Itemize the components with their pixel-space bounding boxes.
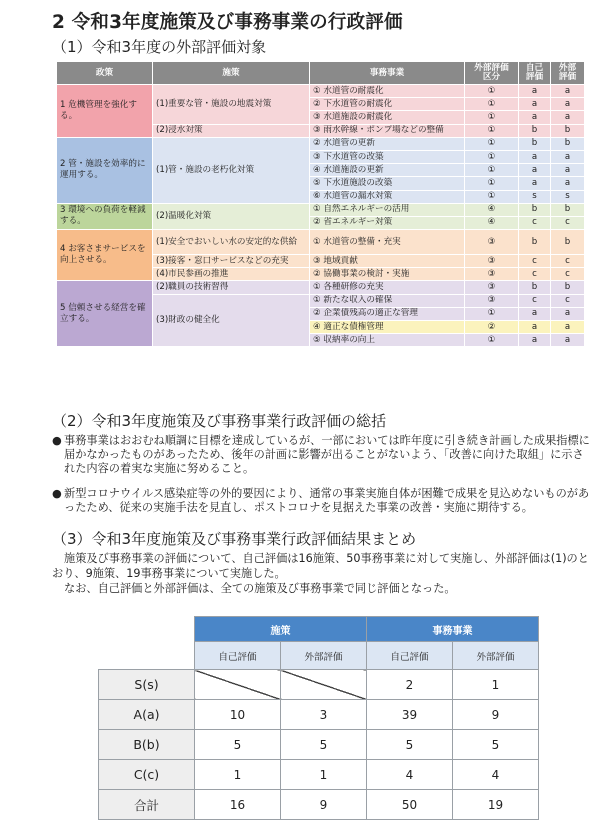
outer-eval-cell: b xyxy=(551,203,585,216)
self-eval-cell: b xyxy=(519,230,551,255)
diagonal-empty-cell xyxy=(195,670,281,700)
self-eval-cell: b xyxy=(519,281,551,294)
value-cell: 1 xyxy=(281,760,367,790)
summary-row xyxy=(99,670,539,700)
measure-cell: (2)浸水対策 xyxy=(153,124,310,137)
category-cell: ① xyxy=(465,190,519,203)
self-eval-cell: c xyxy=(519,216,551,229)
category-cell: ① xyxy=(465,85,519,98)
outer-eval-cell: c xyxy=(551,255,585,268)
col-outer-evaluation: 外部 評価 xyxy=(551,62,585,85)
outer-eval-cell: a xyxy=(551,307,585,320)
value-cell: 16 xyxy=(195,790,281,820)
col-self-evaluation: 自己 評価 xyxy=(519,62,551,85)
bullet-mark: ● xyxy=(52,434,62,447)
self-eval-cell: c xyxy=(519,294,551,307)
row-label: B(b) xyxy=(99,730,195,760)
value-cell: 1 xyxy=(453,670,539,700)
category-cell: ① xyxy=(465,307,519,320)
table-header-row xyxy=(57,62,585,85)
results-paragraph-1: 施策及び事務事業の評価について、自己評価は16施策、50事務事業に対して実施し、外部評価は(1)のとおり、9施策、19事務事業について実施した。 xyxy=(52,552,589,580)
self-eval-cell: a xyxy=(519,98,551,111)
summary-row xyxy=(99,760,539,790)
measure-cell: (3)財政の健全化 xyxy=(153,294,310,347)
row-label: C(c) xyxy=(99,760,195,790)
summary-bullet-1 xyxy=(52,434,592,476)
group-header-project: 事務事業 xyxy=(367,617,539,642)
section1-heading: （1）令和3年度の外部評価対象 xyxy=(52,38,267,56)
value-cell: 5 xyxy=(195,730,281,760)
subheader-self: 自己評価 xyxy=(367,642,453,670)
project-cell: ⑤ 収納率の向上 xyxy=(310,334,465,347)
table-row xyxy=(57,85,585,98)
outer-eval-cell: c xyxy=(551,216,585,229)
self-eval-cell: a xyxy=(519,150,551,163)
col-external-category: 外部評価 区分 xyxy=(465,62,519,85)
category-cell: ③ xyxy=(465,255,519,268)
self-eval-cell: a xyxy=(519,111,551,124)
category-cell: ① xyxy=(465,177,519,190)
subheader-self: 自己評価 xyxy=(195,642,281,670)
results-paragraph-2: なお、自己評価と外部評価は、全ての施策及び事務事業で同じ評価となった。 xyxy=(64,582,456,595)
outer-eval-cell: a xyxy=(551,334,585,347)
col-measure: 施策 xyxy=(153,62,310,85)
self-eval-cell: b xyxy=(519,203,551,216)
self-eval-cell: a xyxy=(519,307,551,320)
measure-cell: (2)職員の技術習得 xyxy=(153,281,310,294)
corner-cell xyxy=(99,617,195,670)
value-cell: 9 xyxy=(453,700,539,730)
value-cell: 3 xyxy=(281,700,367,730)
project-cell: ⑥ 水道管の漏水対策 xyxy=(310,190,465,203)
value-cell: 5 xyxy=(367,730,453,760)
summary-row xyxy=(99,730,539,760)
policy-cell: 2 管・施設を効率的に運用する。 xyxy=(57,137,153,203)
outer-eval-cell: a xyxy=(551,85,585,98)
project-cell: ③ 水道施設の耐震化 xyxy=(310,111,465,124)
category-cell: ① xyxy=(465,137,519,150)
outer-eval-cell: b xyxy=(551,124,585,137)
summary-row xyxy=(99,700,539,730)
project-cell: ① 水道管の整備・充実 xyxy=(310,230,465,255)
section3-heading: （3）令和3年度施策及び事務事業行政評価結果まとめ xyxy=(52,530,417,548)
category-cell: ④ xyxy=(465,216,519,229)
category-cell: ③ xyxy=(465,230,519,255)
table-row xyxy=(57,230,585,255)
category-cell: ① xyxy=(465,111,519,124)
category-cell: ④ xyxy=(465,203,519,216)
measure-cell: (3)接客・窓口サービスなどの充実 xyxy=(153,255,310,268)
table-row xyxy=(57,137,585,150)
self-eval-cell: a xyxy=(519,177,551,190)
category-cell: ② xyxy=(465,321,519,334)
self-eval-cell: c xyxy=(519,255,551,268)
project-cell: ② 下水道管の耐震化 xyxy=(310,98,465,111)
self-eval-cell: a xyxy=(519,321,551,334)
summary-group-header-row xyxy=(99,617,539,642)
category-cell: ① xyxy=(465,164,519,177)
measure-cell: (1)安全でおいしい水の安定的な供給 xyxy=(153,230,310,255)
section2-heading: （2）令和3年度施策及び事務事業行政評価の総括 xyxy=(52,412,387,430)
value-cell: 5 xyxy=(453,730,539,760)
category-cell: ③ xyxy=(465,294,519,307)
value-cell: 50 xyxy=(367,790,453,820)
summary-total-row xyxy=(99,790,539,820)
bullet-text: 事務事業はおおむね順調に目標を達成しているが、一部においては昨年度に引き続き計画した成果指標に届かなかったものがあったため、後年の計画に影響が出ることがないよう、「改善に向けた取組」に示された内容の着実な実施に努めること。 xyxy=(64,434,590,475)
policy-cell: 5 信頼させる経営を確立する。 xyxy=(57,281,153,347)
results-summary-table xyxy=(98,616,539,820)
policy-cell: 3 環境への負荷を軽減する。 xyxy=(57,203,153,229)
project-cell: ② 協働事業の検討・実施 xyxy=(310,268,465,281)
policy-cell: 4 お客さまサービスを向上させる。 xyxy=(57,230,153,281)
outer-eval-cell: b xyxy=(551,230,585,255)
subheader-outer: 外部評価 xyxy=(281,642,367,670)
table-row xyxy=(57,281,585,294)
project-cell: ② 水道管の更新 xyxy=(310,137,465,150)
value-cell: 19 xyxy=(453,790,539,820)
project-cell: ④ 適正な債権管理 xyxy=(310,321,465,334)
external-evaluation-table xyxy=(56,61,585,347)
project-cell: ① 各種研修の充実 xyxy=(310,281,465,294)
outer-eval-cell: a xyxy=(551,164,585,177)
self-eval-cell: a xyxy=(519,85,551,98)
value-cell: 1 xyxy=(195,760,281,790)
category-cell: ③ xyxy=(465,268,519,281)
self-eval-cell: a xyxy=(519,334,551,347)
project-cell: ④ 水道施設の更新 xyxy=(310,164,465,177)
self-eval-cell: c xyxy=(519,268,551,281)
policy-cell: 1 危機管理を強化する。 xyxy=(57,85,153,138)
category-cell: ① xyxy=(465,150,519,163)
outer-eval-cell: a xyxy=(551,177,585,190)
outer-eval-cell: a xyxy=(551,98,585,111)
project-cell: ① 自然エネルギーの活用 xyxy=(310,203,465,216)
category-cell: ① xyxy=(465,98,519,111)
project-cell: ① 新たな収入の確保 xyxy=(310,294,465,307)
value-cell: 2 xyxy=(367,670,453,700)
group-header-measure: 施策 xyxy=(195,617,367,642)
value-cell: 4 xyxy=(453,760,539,790)
summary-bullet-2 xyxy=(52,487,592,515)
diagonal-empty-cell xyxy=(281,670,367,700)
value-cell: 10 xyxy=(195,700,281,730)
project-cell: ② 企業債残高の適正な管理 xyxy=(310,307,465,320)
outer-eval-cell: c xyxy=(551,294,585,307)
col-project: 事務事業 xyxy=(310,62,465,85)
project-cell: ② 省エネルギー対策 xyxy=(310,216,465,229)
self-eval-cell: b xyxy=(519,124,551,137)
outer-eval-cell: a xyxy=(551,111,585,124)
project-cell: ⑤ 下水道施設の改築 xyxy=(310,177,465,190)
project-cell: ③ 地域貢献 xyxy=(310,255,465,268)
measure-cell: (2)温暖化対策 xyxy=(153,203,310,229)
outer-eval-cell: a xyxy=(551,150,585,163)
outer-eval-cell: b xyxy=(551,281,585,294)
bullet-mark: ● xyxy=(52,487,62,500)
category-cell: ① xyxy=(465,124,519,137)
measure-cell: (1)重要な管・施設の地震対策 xyxy=(153,85,310,125)
page-title: 2 令和3年度施策及び事務事業の行政評価 xyxy=(52,12,403,33)
outer-eval-cell: b xyxy=(551,137,585,150)
outer-eval-cell: s xyxy=(551,190,585,203)
outer-eval-cell: c xyxy=(551,268,585,281)
project-cell: ③ 雨水幹線・ポンプ場などの整備 xyxy=(310,124,465,137)
self-eval-cell: s xyxy=(519,190,551,203)
project-cell: ③ 下水道管の改築 xyxy=(310,150,465,163)
category-cell: ① xyxy=(465,334,519,347)
row-label: 合計 xyxy=(99,790,195,820)
value-cell: 39 xyxy=(367,700,453,730)
value-cell: 4 xyxy=(367,760,453,790)
row-label: A(a) xyxy=(99,700,195,730)
self-eval-cell: b xyxy=(519,137,551,150)
value-cell: 5 xyxy=(281,730,367,760)
measure-cell: (4)市民参画の推進 xyxy=(153,268,310,281)
category-cell: ③ xyxy=(465,281,519,294)
value-cell: 9 xyxy=(281,790,367,820)
subheader-outer: 外部評価 xyxy=(453,642,539,670)
col-policy: 政策 xyxy=(57,62,153,85)
bullet-text: 新型コロナウイルス感染症等の外的要因により、通常の事業実施自体が困難で成果を見込めないものがあったため、従来の実施手法を見直し、ポストコロナを見据えた事業の改善・実施に期待する。 xyxy=(64,487,590,514)
table-row xyxy=(57,203,585,216)
measure-cell: (1)管・施設の老朽化対策 xyxy=(153,137,310,203)
project-cell: ① 水道管の耐震化 xyxy=(310,85,465,98)
self-eval-cell: a xyxy=(519,164,551,177)
row-label: S(s) xyxy=(99,670,195,700)
outer-eval-cell: a xyxy=(551,321,585,334)
